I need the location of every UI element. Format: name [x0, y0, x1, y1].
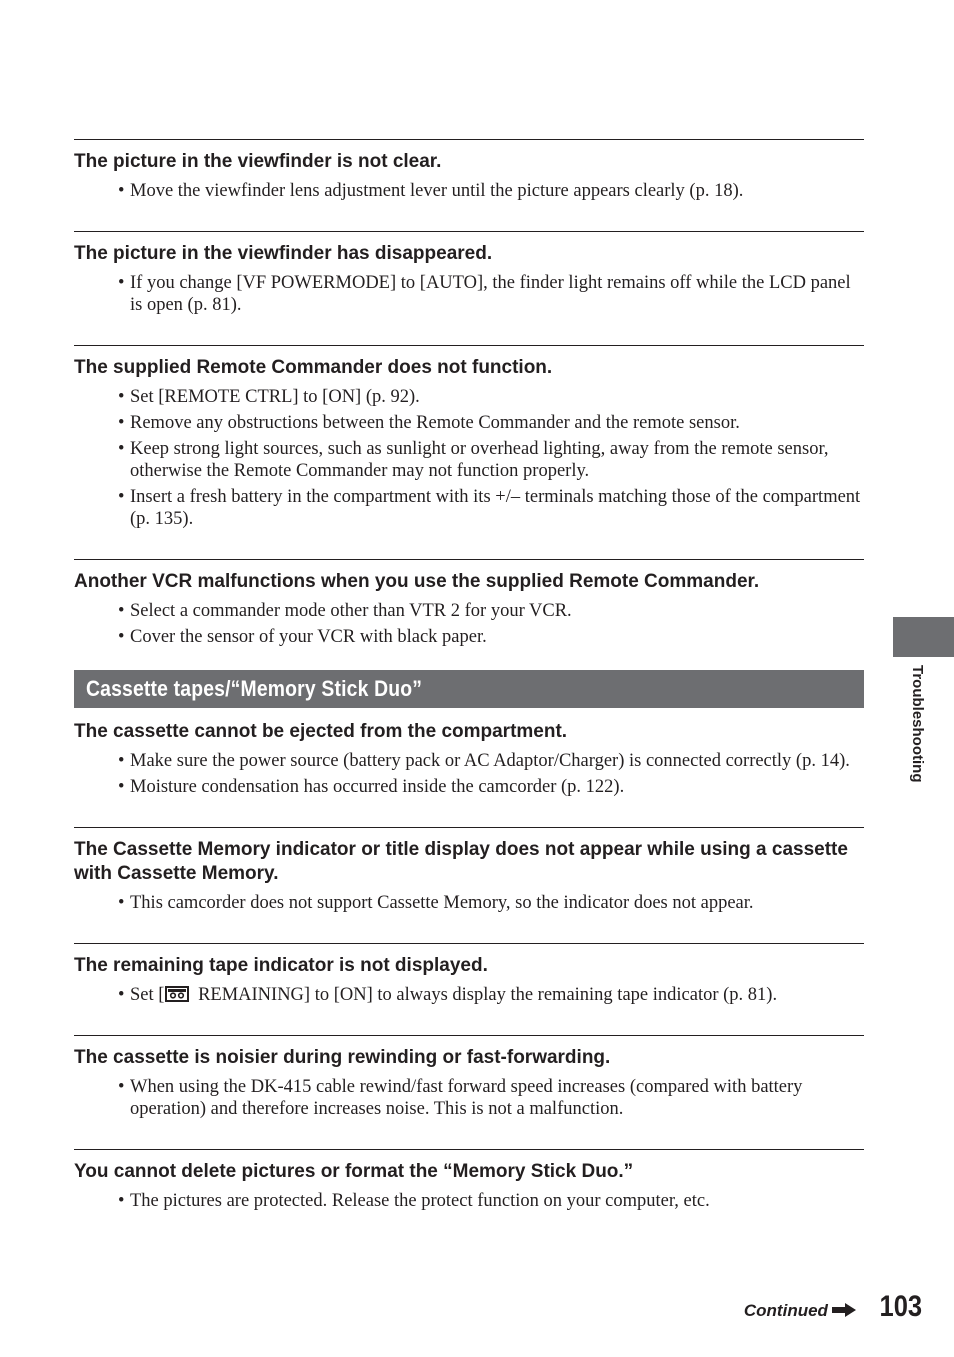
bullet-list [74, 272, 864, 316]
trouble-block-remote-not-function [74, 345, 864, 559]
trouble-block-noisy-rewind [74, 1035, 864, 1149]
block-heading: You cannot delete pictures or format the “Memory Stick Duo.” [74, 1161, 634, 1182]
bullet-item: • If you change [VF POWERMODE] to [AUTO], the finder light remains off while the LCD panel is open (p. 81). [118, 272, 864, 316]
bullet-list [74, 1076, 864, 1120]
cassette-tape-icon [165, 986, 189, 1002]
trouble-block-cassette-eject [74, 720, 864, 827]
page-footer [744, 1290, 922, 1324]
trouble-block-viewfinder-unclear [74, 139, 864, 231]
bullet-list [74, 180, 864, 202]
bullet-item: • Keep strong light sources, such as sunlight or overhead lighting, away from the remote sensor, otherwise the Remote Commander may not function properly. [118, 438, 864, 482]
bullet-item: • Set [REMOTE CTRL] to [ON] (p. 92). [118, 386, 864, 408]
trouble-block-remaining-tape [74, 943, 864, 1035]
block-heading: The remaining tape indicator is not displayed. [74, 955, 488, 976]
bullet-list [74, 1190, 864, 1212]
bullet-text-end: REMAINING] to [ON] to always display the remaining tape indicator (p. 81). [193, 985, 778, 1005]
chapter-tab-text: Troubleshooting [909, 665, 926, 783]
bullet-item [118, 984, 864, 1006]
bullet-list [74, 984, 864, 1006]
block-heading: The supplied Remote Commander does not function. [74, 357, 553, 378]
bullet-item: • Moisture condensation has occurred inside the camcorder (p. 122). [118, 776, 864, 798]
bullet-list [74, 750, 864, 798]
continued-label: Continued [743, 1301, 828, 1320]
bullet-item: • When using the DK-415 cable rewind/fast forward speed increases (compared with battery operation) and therefore increases noise. This is not a malfunction. [118, 1076, 864, 1120]
page-number: 103 [879, 1290, 922, 1323]
bullet-item: • The pictures are protected. Release the protect function on your computer, etc. [118, 1190, 864, 1212]
arrow-right-icon [832, 1303, 856, 1317]
trouble-block-cannot-delete [74, 1149, 864, 1212]
chapter-tab-marker [893, 617, 954, 657]
bullet-list [74, 892, 864, 914]
chapter-tab-label [906, 665, 930, 805]
trouble-block-vcr-malfunction [74, 559, 864, 670]
block-heading: The Cassette Memory indicator or title display does not appear while using a cassette with Cassette Memory. [74, 839, 848, 884]
block-heading: The cassette cannot be ejected from the compartment. [74, 721, 568, 742]
bullet-item: • Cover the sensor of your VCR with black paper. [118, 626, 864, 648]
bullet-item: • Remove any obstructions between the Remote Commander and the remote sensor. [118, 412, 864, 434]
bullet-list [74, 386, 864, 530]
section-title: Cassette tapes/“Memory Stick Duo” [86, 676, 423, 701]
bullet-text-start: Set [ [130, 985, 165, 1005]
bullet-item: • Insert a fresh battery in the compartment with its +/– terminals matching those of the compartment (p. 135). [118, 486, 864, 530]
block-heading: The picture in the viewfinder is not clear. [74, 151, 442, 172]
block-heading: Another VCR malfunctions when you use the supplied Remote Commander. [74, 571, 760, 592]
bullet-item: • Move the viewfinder lens adjustment lever until the picture appears clearly (p. 18). [118, 180, 864, 202]
bullet-item: • Select a commander mode other than VTR 2 for your VCR. [118, 600, 864, 622]
bullet-item: • This camcorder does not support Cassette Memory, so the indicator does not appear. [118, 892, 864, 914]
page-content [74, 139, 864, 1216]
bullet-list [74, 600, 864, 648]
bullet-item: • Make sure the power source (battery pack or AC Adaptor/Charger) is connected correctly (p. 14). [118, 750, 864, 772]
trouble-block-viewfinder-disappeared [74, 231, 864, 345]
trouble-block-cassette-memory [74, 827, 864, 943]
section-header-bar [74, 670, 864, 708]
block-heading: The cassette is noisier during rewinding or fast-forwarding. [74, 1047, 611, 1068]
block-heading: The picture in the viewfinder has disappeared. [74, 243, 493, 264]
